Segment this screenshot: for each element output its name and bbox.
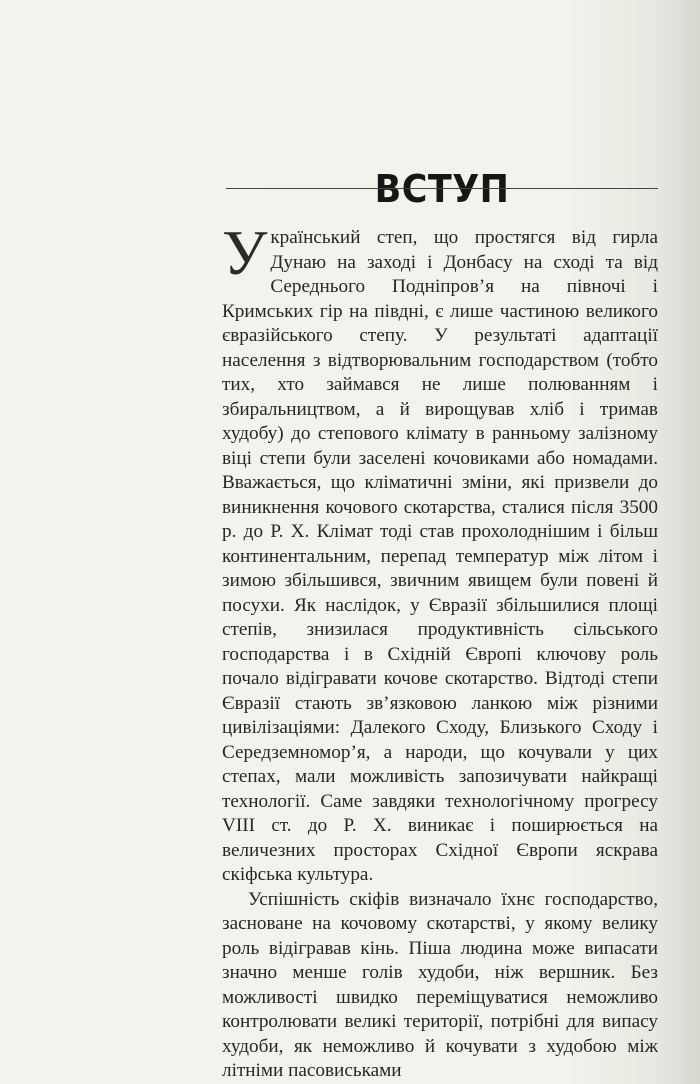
body-text	[222, 217, 658, 1084]
drop-cap-letter: У	[222, 217, 268, 288]
heading-rule	[226, 188, 658, 189]
chapter-heading: ВСТУП	[374, 167, 510, 212]
paragraph-2	[222, 888, 658, 1084]
paragraph-2-text: Успішність скіфів визначало їхнє господарство, засноване на кочовому скотарстві, у якому велику роль відігравав кінь. Піша людина може випасати значно менше голів худоби, ніж вершник. Без можливості швидко переміщуватися неможливо контролювати великі території, потрібні для випасу худоби, як неможливо й кочувати з худобою між літніми пасовиськами	[222, 888, 658, 1081]
paragraph-1-text: країнський степ, що простягся від гирла Дунаю на заході і Донбасу на сході та від Середнього Подніпров’я на півночі і Кримських гір на півдні, є лише частиною великого євразійського степу. У результаті адаптації населення з відтворювальним господарством (тобто тих, хто займався не лише полюванням і збиральництвом, а й вирощував хліб і тримав худобу) до степового клімату в ранньому залізному віці степи були заселені кочовиками або номадами. Вважається, що кліматичні зміни, які призвели до виникнення кочового скотарства, сталися після 3500 р. до Р. Х. Клімат тоді став прохолоднішим і більш континентальним, перепад температур між літом і зимою збільшився, звичним явищем були повені й посухи. Як наслідок, у Євразії збільшилися площі степів, знизилася продуктивність сільського господарства і в Східній Європі ключову роль почало відігравати кочове скотарство. Відтоді степи Євразії стають зв’язковою ланкою між різними цивілізаціями: Далекого Сходу, Близького Сходу і Середземномор’я, а народи, що кочували у цих степах, мали можливість запозичувати найкращі технології. Саме завдяки технологічному прогресу VIII ст. до Р. Х. виникає і поширюється на величезних просторах Східної Європи яскрава скіфська культура.	[222, 227, 658, 885]
paragraph-1	[222, 217, 658, 888]
